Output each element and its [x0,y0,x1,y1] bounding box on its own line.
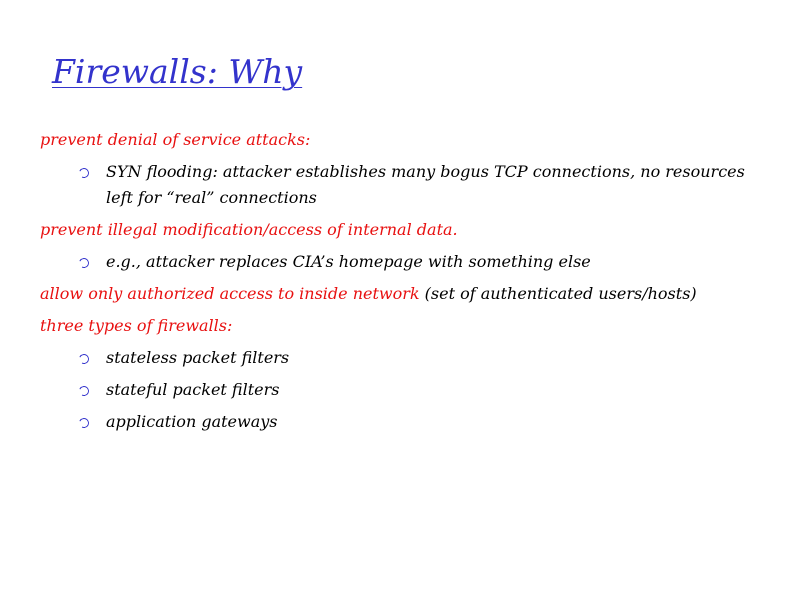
sub-bullet-text: stateful packet filters [106,380,280,399]
slide-title: Firewalls: Why [52,52,303,91]
hollow-circle-bullet-icon [78,257,91,270]
sub-bullet-application-gateways [40,406,770,438]
bullet-firewall-types [40,310,770,342]
bullet-illegal-modification [40,214,770,246]
sub-bullet-text: application gateways [106,412,278,431]
bullet-text: prevent illegal modification/access of internal data. [40,220,458,239]
sub-bullet-text: e.g., attacker replaces CIA’s homepage with something else [106,252,591,271]
hollow-circle-bullet-icon [78,417,91,430]
sub-bullet-cia-homepage [40,246,770,278]
sub-bullet-text: stateless packet filters [106,348,290,367]
sub-bullet-text: SYN flooding: attacker establishes many bogus TCP connections, no resources left for “real” connections [106,162,745,207]
hollow-circle-bullet-icon [78,167,91,180]
bullet-authorized-access [40,278,770,310]
bullet-text: three types of firewalls: [40,316,233,335]
bullet-text: allow only authorized access to inside network [40,284,425,303]
sub-bullet-stateless [40,342,770,374]
sub-bullet-stateful [40,374,770,406]
slide-body [40,124,770,438]
bullet-text-parenthetical: (set of authenticated users/hosts) [424,284,697,303]
bullet-dos-attacks [40,124,770,156]
sub-bullet-syn-flooding [40,156,770,214]
hollow-circle-bullet-icon [78,385,91,398]
bullet-text: prevent denial of service attacks: [40,130,311,149]
hollow-circle-bullet-icon [78,353,91,366]
